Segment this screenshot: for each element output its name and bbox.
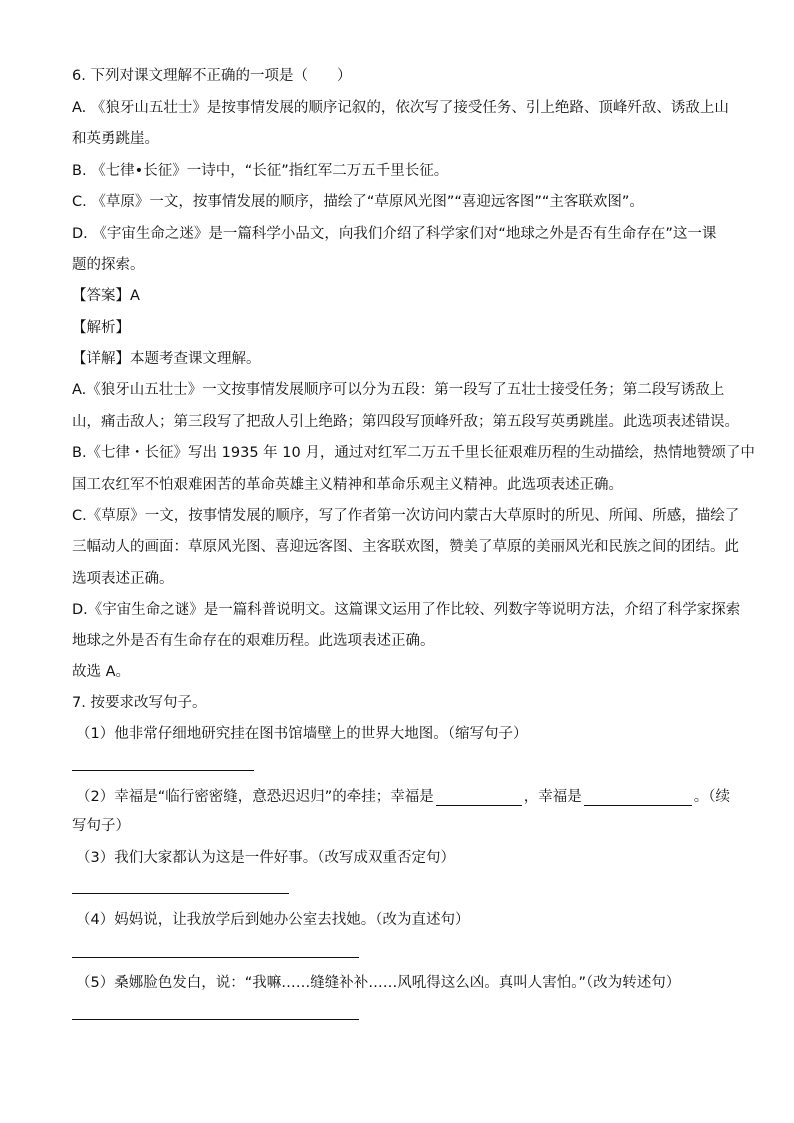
- answer-blank-1[interactable]: [72, 770, 254, 771]
- answer-blank-5[interactable]: [72, 1019, 359, 1020]
- explanation-c-line-2: 三幅动人的画面：草原风光图、喜迎远客图、主客联欢图，赞美了草原的美丽风光和民族之间的团结。此: [72, 539, 739, 555]
- answer-label: 【答案】A: [72, 288, 140, 304]
- q7-sentence-2-part-c: 。（续: [693, 789, 730, 805]
- answer-blank-4[interactable]: [72, 957, 359, 958]
- q6-stem: 6. 下列对课文理解不正确的一项是（ ）: [72, 68, 352, 84]
- detail-label: 【详解】本题考查课文理解。: [72, 351, 261, 367]
- q7-sentence-2-line-2: 写句子）: [72, 818, 130, 834]
- q7-sentence-2-line-1: [76, 788, 730, 806]
- explanation-d-line-2: 地球之外是否有生命存在的艰难历程。此选项表述正确。: [72, 633, 435, 649]
- q6-option-a-line-1: A. 《狼牙山五壮士》是按事情发展的顺序记叙的，依次写了接受任务、引上绝路、顶峰歼敌、诱敌上山: [72, 100, 729, 116]
- q6-option-c: C. 《草原》一文，按事情发展的顺序，描绘了“草原风光图”“喜迎远客图”“主客联欢图”。: [72, 194, 644, 210]
- explanation-a-line-2: 山，痛击敌人；第三段写了把敌人引上绝路；第四段写顶峰歼敌；第五段写英勇跳崖。此选项表述错误。: [72, 414, 739, 430]
- answer-blank-2a[interactable]: [436, 791, 522, 806]
- explanation-c-line-3: 选项表述正确。: [72, 571, 174, 587]
- explanation-c-line-1: C.《草原》一文，按事情发展的顺序，写了作者第一次访问内蒙古大草原时的所见、所闻、所感，描绘了: [72, 508, 740, 524]
- answer-blank-2b[interactable]: [584, 791, 692, 806]
- q6-option-b: B. 《七律•长征》一诗中，“长征”指红军二万五千里长征。: [72, 163, 449, 179]
- q7-sentence-2-part-b: ，幸福是: [523, 789, 582, 805]
- explanation-a-line-1: A.《狼牙山五壮士》一文按事情发展顺序可以分为五段：第一段写了五壮士接受任务；第二段写诱敌上: [72, 382, 725, 398]
- q7-sentence-5: （5）桑娜脸色发白，说：“我嘛……缝缝补补……风吼得这么凶。真叫人害怕。”（改为转述句）: [76, 975, 681, 991]
- q7-stem: 7. 按要求改写句子。: [72, 695, 207, 711]
- q6-option-d-line-1: D. 《宇宙生命之迷》是一篇科学小品文，向我们介绍了科学家们对“地球之外是否有生命存在”这一课: [72, 226, 717, 242]
- q7-sentence-4: （4）妈妈说，让我放学后到她办公室去找她。（改为直述句）: [76, 912, 470, 928]
- explanation-d-line-1: D.《宇宙生命之谜》是一篇科普说明文。这篇课文运用了作比较、列数字等说明方法，介绍了科学家探索: [72, 602, 741, 618]
- q6-option-d-line-2: 题的探索。: [72, 257, 145, 273]
- q6-option-a-line-2: 和英勇跳崖。: [72, 131, 159, 147]
- explanation-b-line-2: 国工农红军不怕艰难困苦的革命英雄主义精神和革命乐观主义精神。此选项表述正确。: [72, 477, 623, 493]
- q7-sentence-1: （1）他非常仔细地研究挂在图书馆墙壁上的世界大地图。（缩写句子）: [76, 726, 528, 742]
- analysis-label: 【解析】: [72, 320, 130, 336]
- q7-sentence-3: （3）我们大家都认为这是一件好事。（改写成双重否定句）: [76, 850, 455, 866]
- q7-sentence-2-part-a: （2）幸福是“临行密密缝，意恐迟迟归”的牵挂；幸福是: [76, 789, 434, 805]
- answer-blank-3[interactable]: [72, 893, 289, 894]
- explanation-b-line-1: B.《七律・长征》写出 1935 年 10 月，通过对红军二万五千里长征艰难历程的生动描绘，热情地赞颂了中: [72, 445, 755, 461]
- conclusion: 故选 A。: [72, 664, 131, 680]
